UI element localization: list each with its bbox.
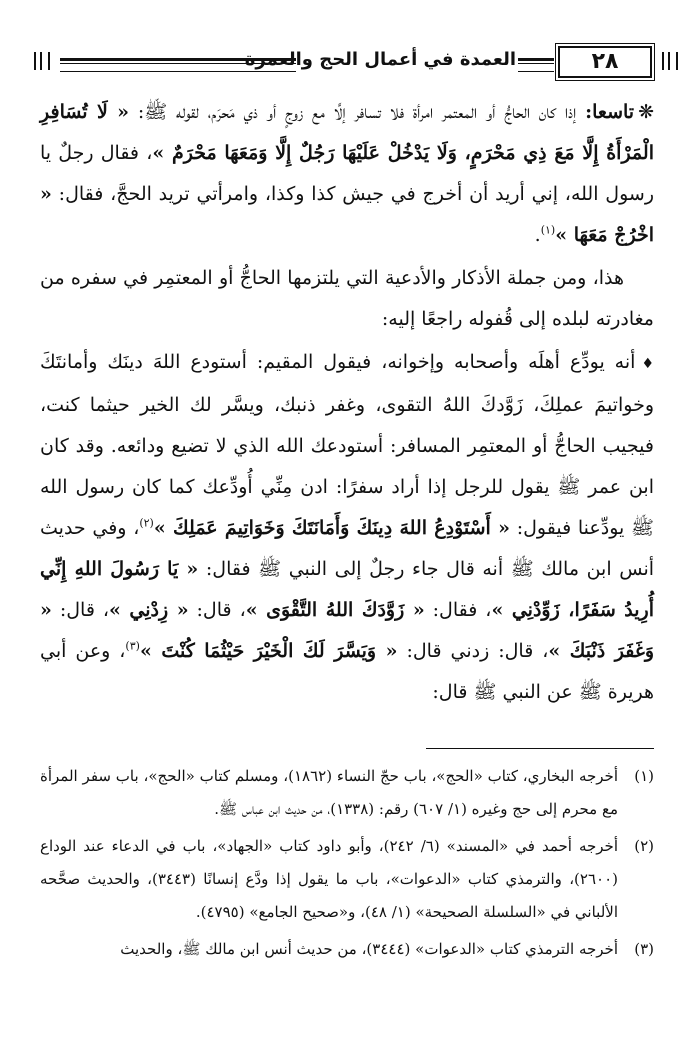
hadith-quote: « وَغَفَرَ ذَنْبَكَ » [40, 599, 655, 662]
hadith-quote: « يَا رَسُولَ اللهِ إِنِّي أُرِيدُ سَفَرًا، زَوِّدْنِي » [40, 558, 654, 621]
text-run: إذا كان الحاجُّ أو المعتمر امرأة فلا تسافر إلَّا مع زوجٍ أو ذي مَحرَم، لقوله ﷺ: [129, 101, 577, 123]
header-end-mark [662, 52, 678, 70]
footnote [40, 933, 654, 966]
text-run: . [534, 224, 541, 246]
text-run: أنه يودِّع أهلَه وأصحابه وإخوانه، فيقول المقيم: أستودع اللهَ دينَك وأمانتَكَ وخواتيمَ عملِكَ، زَوَّدكَ اللهُ التقوى، وغفر ذنبك، ويسَّر لك الخير حيثما كنت، فيجيب الحاجُّ أو المعتمِر المسافر: أستودعك الله الذي لا تضيع ودائعه. وقد كان ابن عمر ﷺ يقول للرجل إذا أراد سفرًا: ادن مِنِّي أُودِّعك كما كان رسول الله ﷺ يودِّعنا فيقول: [40, 351, 654, 539]
text-run: هذا، ومن جملة الأذكار والأدعية التي يلتزمها الحاجُّ أو المعتمِر في سفره من مغادرته لبلده إلى قُفوله راجعًا إليه: [40, 267, 654, 330]
text-run: ، وفي حديث أنس ابن مالك ﷺ أنه قال جاء رجلٌ إلى النبي ﷺ فقال: [40, 517, 655, 580]
paragraph [40, 258, 654, 340]
bullet-icon: ♦ [641, 356, 654, 372]
header-rule [60, 58, 296, 72]
footnote-text: أخرجه أحمد في «المسند» (٦/ ٢٤٢)، وأبو داود كتاب «الجهاد»، باب في الدعاء عند الوداع (٢٦٠٠)، والترمذي كتاب «الدعوات»، باب ما يقول إذا ودَّع إنسانًا (٣٤٤٣)، والحديث صحَّحه الألباني في «السلسلة الصحيحة» (١/ ٤٨)، و«صحيح الجامع» (٤٧٩٥). [40, 837, 618, 921]
footnote-ref[interactable]: (٢) [139, 516, 154, 530]
paragraph [40, 342, 654, 713]
footnote-number: (٢) [634, 837, 654, 855]
hadith-quote: « أَسْتَوْدِعُ اللهَ دِينَكَ وَأَمَانَتَكَ وَخَوَاتِيمَ عَمَلِكَ » [153, 517, 510, 539]
text-run: ، قال: زدني قال: [397, 640, 549, 662]
footnote-number: (٣) [634, 940, 654, 958]
text-run: ، فقال: [424, 599, 492, 621]
hadith-quote: « لَا تُسَافِرِ الْمَرْأَةُ إِلَّا مَعَ ذِي مَحْرَمٍ، وَلَا يَدْخُلْ عَلَيْهَا رَجُلٌ إِلَّا وَمَعَهَا مَحْرَمٌ » [40, 101, 654, 164]
footnote [40, 760, 654, 826]
text-run: ، فقال رجلٌ يا رسول الله، إني أريد أن أخرج في جيش كذا وكذا، وامرأتي تريد الحجَّ، فقال: [40, 142, 654, 205]
footnote-number: (١) [634, 767, 654, 785]
running-header [20, 44, 678, 80]
hadith-quote: « زِدْنِي » [109, 599, 189, 621]
main-text [40, 92, 654, 715]
hadith-quote: « اخْرُجْ مَعَهَا » [40, 183, 654, 246]
text-run: ، قال: [188, 599, 246, 621]
text-run: ، وعن أبي هريرة ﷺ عن النبي ﷺ قال: [40, 640, 654, 703]
footnote-divider [426, 748, 654, 749]
footnote-text: أخرجه البخاري، كتاب «الحج»، باب حجّ النساء (١٨٦٢)، ومسلم كتاب «الحج»، باب سفر المرأة مع محرم إلى حج وغيره (١/ ٦٠٧) رقم: (١٣٣٨)، من حديث ابن عباس ﷺ. [40, 767, 618, 818]
footnote-ref[interactable]: (١) [540, 223, 556, 237]
footnotes [40, 760, 654, 970]
hadith-quote: « وَيَسَّرَ لَكَ الْخَيْرَ حَيْثُمَا كُنْتَ » [139, 640, 398, 662]
running-title: العمدة في أعمال الحج والعمرة [244, 49, 516, 70]
footnote [40, 830, 654, 929]
header-end-mark [34, 52, 50, 70]
section-label: تاسعا: [585, 101, 635, 123]
footnote-ref[interactable]: (٣) [125, 639, 140, 653]
text-run: ، قال: [51, 599, 109, 621]
hadith-quote: « زَوَّدَكَ اللهُ التَّقْوَى » [245, 599, 425, 621]
header-rule [518, 58, 554, 72]
footnote-text: أخرجه الترمذي كتاب «الدعوات» (٣٤٤٤)، من حديث أنس ابن مالك ﷺ، والحديث [120, 940, 618, 958]
star-ornament-icon: ❋ [638, 101, 654, 123]
page-number: ٢٨ [558, 46, 652, 78]
paragraph [40, 92, 654, 256]
